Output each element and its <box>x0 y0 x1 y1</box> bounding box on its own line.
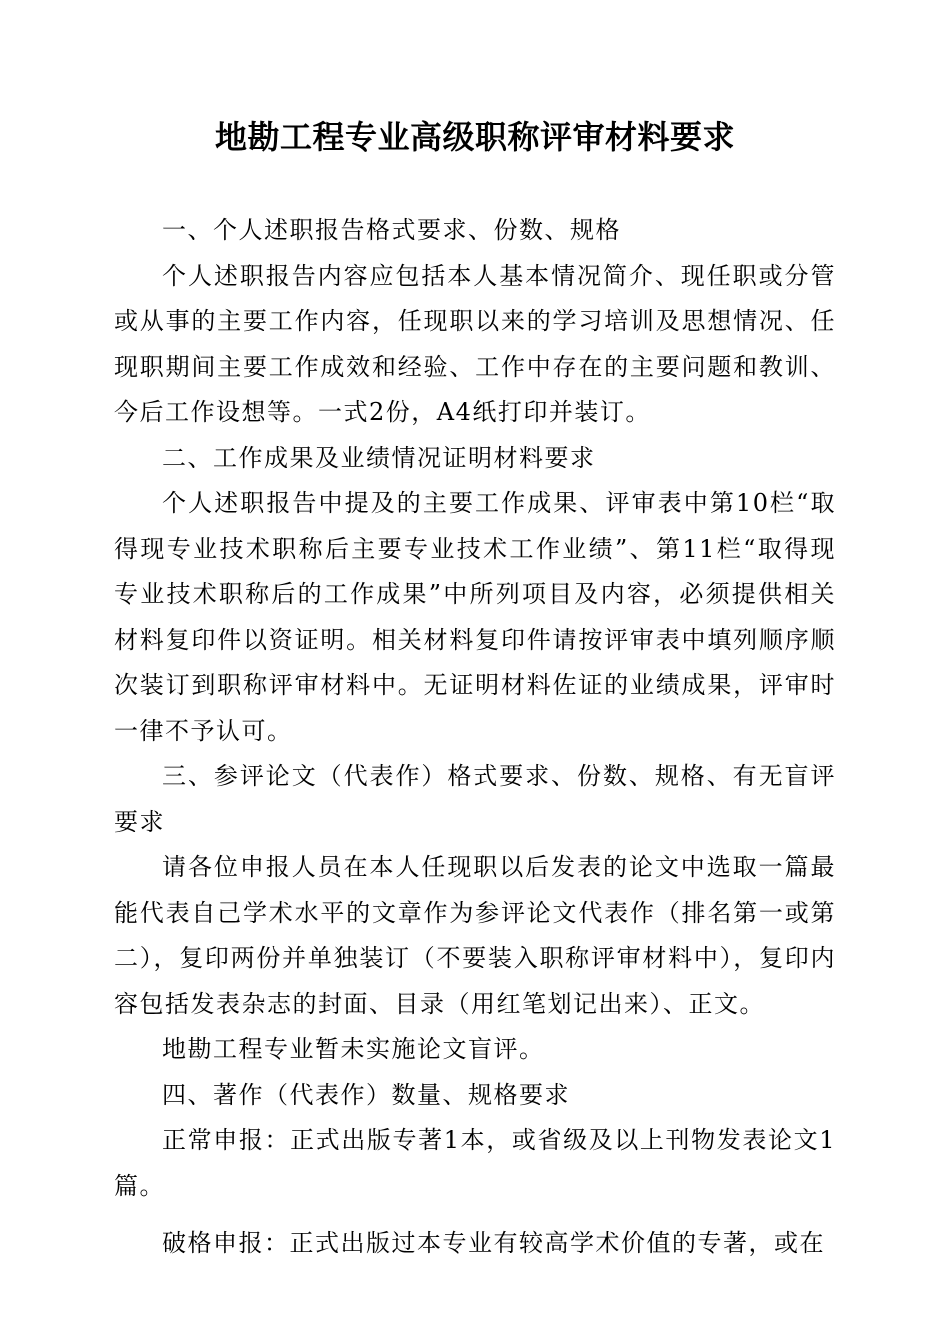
paragraph: 正常申报：正式出版专著1本，或省级及以上刊物发表论文1篇。 <box>114 1126 836 1200</box>
section-heading-3: 三、参评论文（代表作）格式要求、份数、规格、有无盲评要求 <box>114 762 836 836</box>
document-body <box>114 208 836 1267</box>
paragraph: 个人述职报告内容应包括本人基本情况简介、现任职或分管或从事的主要工作内容，任现职以来的学习培训及思想情况、任现职期间主要工作成效和经验、工作中存在的主要问题和教训、今后工作设想等。一式2份，A4纸打印并装订。 <box>114 261 836 426</box>
document-title: 地勘工程专业高级职称评审材料要求 <box>214 118 735 156</box>
section-heading-1: 一、个人述职报告格式要求、份数、规格 <box>162 216 621 244</box>
paragraph: 请各位申报人员在本人任现职以后发表的论文中选取一篇最能代表自己学术水平的文章作为参评论文代表作（排名第一或第二），复印两份并单独装订（不要装入职称评审材料中），复印内容包括发表杂志的封面、目录（用红笔划记出来）、正文。 <box>114 853 836 1018</box>
section-heading-4: 四、著作（代表作）数量、规格要求 <box>162 1080 570 1109</box>
section-heading-2: 二、工作成果及业绩情况证明材料要求 <box>162 443 596 472</box>
paragraph: 个人述职报告中提及的主要工作成果、评审表中第10栏“取得现专业技术职称后主要专业技术工作业绩”、第11栏“取得现专业技术职称后的工作成果”中所列项目及内容，必须提供相关材料复印件以资证明。相关材料复印件请按评审表中填列顺序顺次装订到职称评审材料中。无证明材料佐证的业绩成果，评审时一律不予认可。 <box>114 489 836 745</box>
paragraph: 破格申报：正式出版过本专业有较高学术价值的专著，或在 <box>162 1229 825 1257</box>
paragraph: 地勘工程专业暂未实施论文盲评。 <box>162 1035 545 1063</box>
